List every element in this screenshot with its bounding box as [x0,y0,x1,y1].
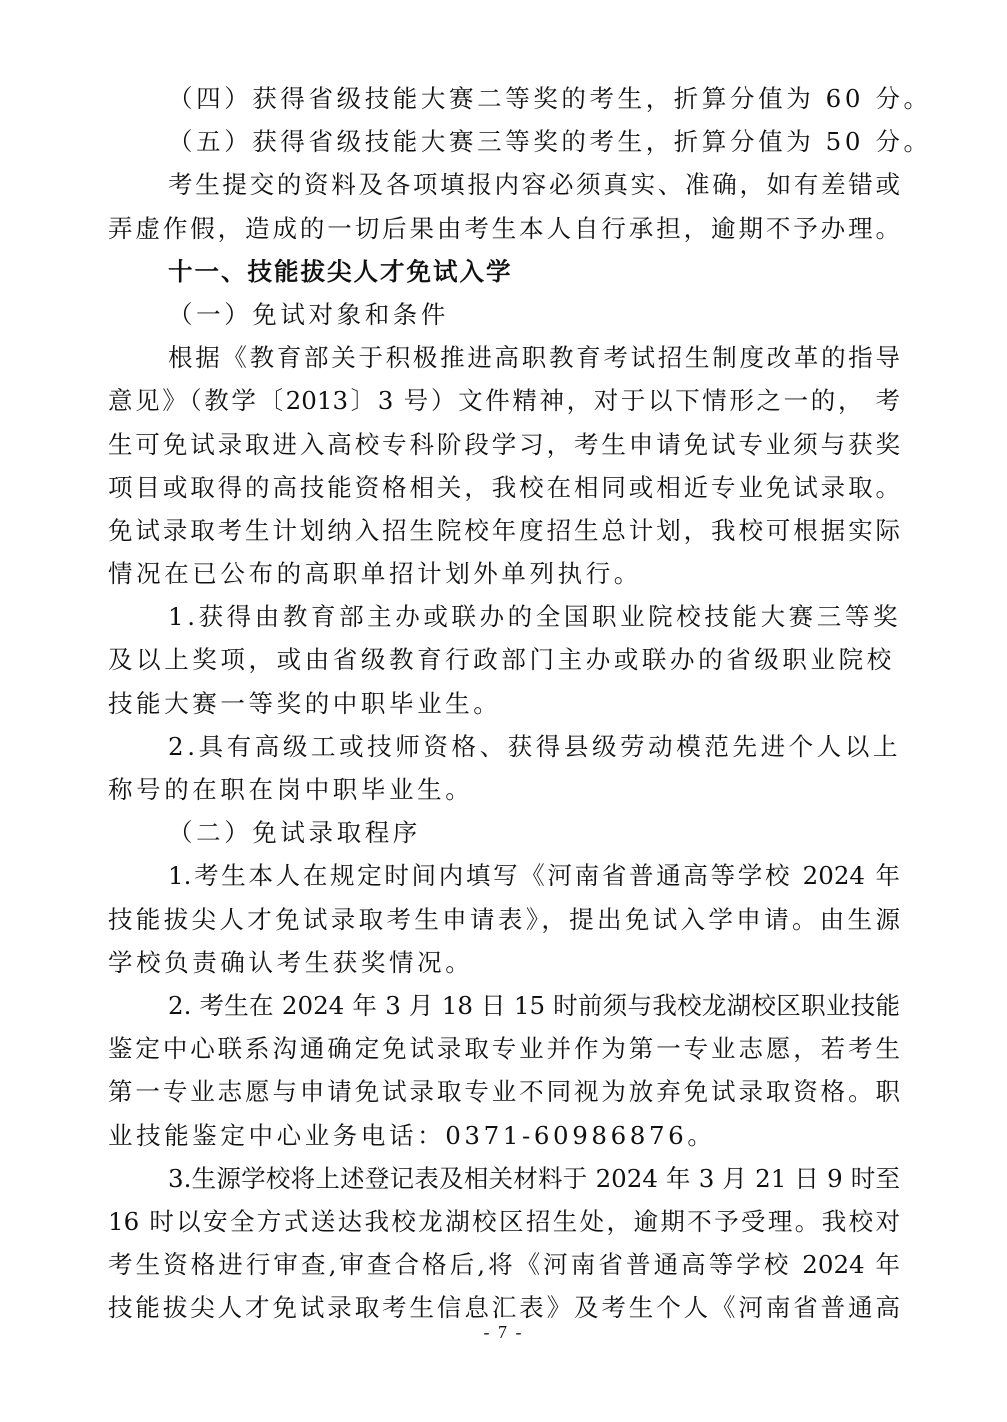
text-line: 16 时以安全方式送达我校龙湖校区招生处，逾期不予受理。我校对 [108,1206,900,1236]
page-number: - 7 - [483,1322,524,1342]
text-line: 鉴定中心联系沟通确定免试录取专业并作为第一专业志愿，若考生 [108,1034,900,1064]
text-line: 意见》（教学〔2013〕3 号）文件精神，对于以下情形之一的， 考 [108,386,900,416]
text-line: 技能拔尖人才免试录取考生申请表》，提出免试入学申请。由生源 [108,904,900,934]
text-line: （四）获得省级技能大赛二等奖的考生，折算分值为 60 分。 [168,84,932,113]
subsection-heading: （一）免试对象和条件 [168,299,449,329]
text-line: 根据《教育部关于积极推进高职教育考试招生制度改革的指导 [168,343,900,373]
text-line: 1.获得由教育部主办或联办的全国职业院校技能大赛三等奖 [168,602,902,632]
text-line: 技能大赛一等奖的中职毕业生。 [108,688,502,718]
text-line: 2.具有高级工或技师资格、获得县级劳动模范先进个人以上 [168,731,902,761]
text-line: 弄虚作假，造成的一切后果由考生本人自行承担，逾期不予办理。 [108,213,900,243]
document-body [108,77,932,1329]
text-line: 技能拔尖人才免试录取考生信息汇表》及考生个人《河南省普通高 [108,1293,900,1323]
text-line: 考生提交的资料及各项填报内容必须真实、准确，如有差错或 [168,170,900,200]
text-line: 2. 考生在 2024 年 3 月 18 日 15 时前须与我校龙湖校区职业技能 [168,990,900,1020]
text-line: 及以上奖项，或由省级教育行政部门主办或联办的省级职业院校 [108,645,895,675]
text-line: 第一专业志愿与申请免试录取专业不同视为放弃免试录取资格。职 [108,1077,900,1107]
text-line: 学校负责确认考生获奖情况。 [108,947,474,977]
text-line: 1.考生本人在规定时间内填写《河南省普通高等学校 2024 年 [168,861,900,891]
text-line: 考生资格进行审查,审查合格后,将《河南省普通高等学校 2024 年 [108,1250,900,1280]
text-line: 业技能鉴定中心业务电话：0371-60986876。 [108,1120,716,1150]
text-line: 项目或取得的高技能资格相关，我校在相同或相近专业免试录取。 [108,472,900,502]
subsection-heading: （二）免试录取程序 [168,818,421,848]
section-heading: 十一、技能拔尖人才免试入学 [168,256,513,286]
text-line: 情况在已公布的高职单招计划外单列执行。 [108,559,642,589]
text-line: 称号的在职在岗中职毕业生。 [108,775,474,804]
text-line: 生可免试录取进入高校专科阶段学习，考生申请免试专业须与获奖 [108,429,900,459]
text-line: 3.生源学校将上述登记表及相关材料于 2024 年 3 月 21 日 9 时至 [168,1163,900,1193]
text-line: （五）获得省级技能大赛三等奖的考生，折算分值为 50 分。 [168,127,932,157]
text-line: 免试录取考生计划纳入招生院校年度招生总计划，我校可根据实际 [108,515,900,545]
